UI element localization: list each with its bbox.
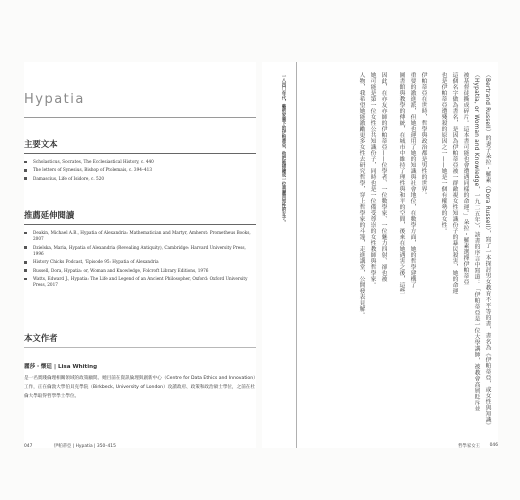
left-footer — [24, 443, 256, 449]
recommended-reading-heading: 推薦延伸閱讀 — [24, 210, 75, 220]
list-item: The letters of Synesius, Bishop of Ptolemais, c. 394–413 — [24, 167, 256, 173]
right-page — [262, 62, 498, 448]
bullet-square-icon — [24, 177, 27, 180]
body-column: 圖書館與教學的傳統，在城市中維持了理性與和平的空間，後來在她遇害之後，這些 — [398, 72, 404, 294]
author-name-cn: 麗莎・懷廷 — [24, 364, 52, 370]
name-separator: | — [53, 364, 56, 370]
list-item: Scholasticus, Socrates, The Ecclesiastical History, c. 440 — [24, 159, 256, 165]
page-number: 046 — [489, 443, 498, 448]
section-divider — [24, 347, 256, 348]
body-column: （Hypatia, or Woman and Knowledge，一九二五年），該書的序言中寫道：「伊帕蒂亞是一位大學講師，被教會高層貶斥並 — [473, 72, 479, 412]
body-column: 重要的激進派，但她也運用了她的知識與社會地位，在數學方面，她的哲學建構了 — [409, 72, 415, 288]
author-name — [24, 362, 97, 370]
bullet-square-icon — [24, 169, 27, 172]
running-title: 哲學家女王 — [458, 444, 480, 449]
recommended-reading-list — [24, 230, 256, 291]
author-name-en: Lisa Whiting — [57, 364, 98, 370]
bullet-square-icon — [24, 161, 27, 164]
bullet-square-icon — [24, 232, 27, 235]
page-title: Hypatia — [24, 92, 85, 107]
list-item: Damascius, Life of Isidore, c. 520 — [24, 176, 256, 182]
author-heading: 本文作者 — [24, 333, 58, 343]
bullet-square-icon — [24, 246, 27, 249]
body-column: 因此，在亦友亦師的伊帕蒂亞——位學者、一位數學家、一位魅力四射、卻也被 — [380, 72, 386, 282]
left-page — [24, 62, 256, 448]
body-column: 她可能是第一位女性公共知識份子，同時也是一位備受尊崇的女性教師與哲學家。 — [369, 72, 375, 288]
body-column: 這個名字做為書名，是因為伊帕蒂亞被一群敵視女性知識份子的暴民殺害，她的命運 — [451, 72, 457, 294]
body-column: （Bertrand Russell）的妻子朵拉・羅素（Dora Russell），寫了一本探討男女教育不平等的書，書名為《伊帕蒂亞，或女性與知識》 — [484, 72, 490, 429]
figure-caption: 一八四〇年代，藝術家筆下的伊帕蒂亞，他把她描繪成一位美麗而知性的女子。 — [281, 74, 286, 225]
body-column: 被基督徒撕成碎片。這本書可能也會遭遇同樣的命運。」朵拉・羅素選擇伊帕蒂亞 — [462, 72, 468, 286]
body-column: 人物，我希望她能激勵更多女性去研究哲學，穿上哲學家的斗篷，走進講堂，公開發表見解。 — [358, 72, 364, 318]
primary-texts-list — [24, 159, 256, 184]
section-divider — [24, 153, 256, 154]
bullet-square-icon — [24, 261, 27, 264]
author-bio: 是一名實踐倫理相關領域的政策顧問。她目前在資訊倫理與創新中心（Centre for Data Ethics and Innovation）工作，正在倫敦大學伯貝克學院（Birkbeck, University of London）攻讀政府、政策和政治碩士學位，之前在杜倫大學取得哲學學士學位。 — [24, 376, 256, 399]
caption-divider — [296, 62, 297, 448]
primary-texts-heading: 主要文本 — [24, 139, 58, 149]
page-number: 047 — [24, 444, 33, 449]
list-item: Russell, Dora, Hypatia: or, Woman and Knowledge, Folcroft Library Editions, 1976 — [24, 268, 256, 274]
running-title: 伊帕蒂亞 | Hypatia | 350–415 — [53, 444, 116, 449]
list-item: History Chicks Podcast, 'Episode 95: Hypatia of Alexandria — [24, 259, 256, 265]
list-item: Watts, Edward J., Hypatia: The Life and Legend of an Ancient Philosopher, Oxford: Oxford University Press, 2017 — [24, 276, 256, 288]
body-column: 伊帕蒂亞在世時，哲學與政治都是男性的世界。 — [420, 72, 426, 198]
title-divider — [24, 117, 256, 118]
section-divider — [24, 224, 256, 225]
list-item: Dzielska, Maria, Hypatia of Alexandria (Revealing Antiquity), Cambridge: Harvard University Press, 1996 — [24, 245, 256, 257]
body-column: 也是伊帕蒂亞遭殘殺的原因之一——她是一個有權勢的女性。 — [440, 72, 446, 234]
bullet-square-icon — [24, 269, 27, 272]
bullet-square-icon — [24, 278, 27, 281]
list-item: Deakin, Michael A.B., Hypatia of Alexandria: Mathematician and Martyr, Amherst: Prometheus Books, 2007 — [24, 230, 256, 242]
